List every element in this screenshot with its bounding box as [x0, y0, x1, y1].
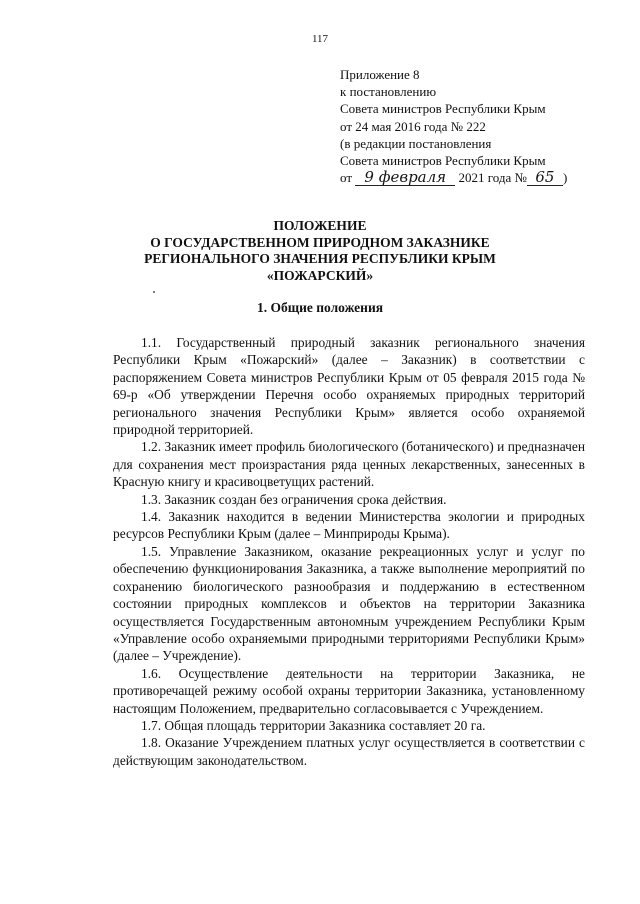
paragraph: 1.3. Заказник создан без ограничения срока действия.	[141, 491, 447, 507]
paragraph: 1.5. Управление Заказником, оказание рекреационных услуг и услуг по обеспечению функционирования Заказника, а также выполнение мероприятий по сохранению биологического разнообразия и поддержанию в естественном состоянии природных комплексов и объектов на территории Заказника осуществляется Государственным автономным учреждением Республики Крым «Управление особо охраняемыми природными территориями Республики Крым» (далее – Учреждение).	[113, 543, 585, 664]
handwritten-date: 9 февраля	[364, 168, 447, 187]
paragraph: 1.2. Заказник имеет профиль биологического (ботанического) и предназначен для сохранения мест произрастания ряда ценных лекарственных, занесенных в Красную книгу и красивоцветущих растений.	[113, 439, 585, 490]
appendix-line: Совета министров Республики Крым	[340, 101, 546, 117]
document-title	[0, 218, 640, 284]
paragraph: 1.8. Оказание Учреждением платных услуг осуществляется в соответствии с действующим законодательством.	[113, 735, 585, 768]
paragraph: 1.7. Общая площадь территории Заказника составляет 20 га.	[141, 717, 486, 733]
handwritten-date-field	[355, 170, 455, 186]
appendix-block	[340, 66, 600, 186]
title-line: РЕГИОНАЛЬНОГО ЗНАЧЕНИЯ РЕСПУБЛИКИ КРЫМ	[144, 251, 496, 266]
appendix-line: Приложение 8	[340, 67, 420, 82]
date-year: 2021 года №	[458, 170, 527, 186]
page-number: 117	[311, 33, 329, 45]
paragraph: 1.6. Осуществление деятельности на территории Заказника, не противоречащей режиму особой охраны территории Заказника, установленному настоящим Положением, предварительно согласовывается с Учреждением.	[113, 665, 585, 716]
appendix-line: (в редакции постановления	[340, 135, 492, 151]
title-line: «ПОЖАРСКИЙ»	[266, 267, 374, 283]
handwritten-number: 65	[535, 168, 555, 187]
paragraph: 1.4. Заказник находится в ведении Министерства экологии и природных ресурсов Республики Крым (далее – Минприроды Крыма).	[113, 509, 585, 542]
date-prefix: от	[340, 170, 353, 186]
date-suffix: )	[562, 170, 568, 186]
appendix-date-line	[340, 169, 600, 186]
appendix-line: к постановлению	[340, 84, 437, 100]
appendix-line: от 24 мая 2016 года № 222	[340, 118, 486, 134]
paragraph: 1.1. Государственный природный заказник регионального значения Республики Крым «Пожарский» (далее – Заказник) в соответствии с распоряжением Совета министров Республики Крым от 05 февраля 2015 года № 69-р «Об утверждении Перечня особо охраняемых природных территорий регионального значения Республики Крым» является особо охраняемой природной территорией.	[113, 335, 585, 438]
title-line: ПОЛОЖЕНИЕ	[273, 218, 367, 233]
handwritten-number-field	[527, 170, 563, 186]
appendix-line: Совета министров Республики Крым	[340, 153, 546, 169]
title-line: О ГОСУДАРСТВЕННОМ ПРИРОДНОМ ЗАКАЗНИКЕ	[150, 234, 490, 250]
section-title: 1. Общие положения	[256, 300, 384, 315]
scan-speck	[153, 291, 155, 293]
document-body	[113, 334, 585, 769]
